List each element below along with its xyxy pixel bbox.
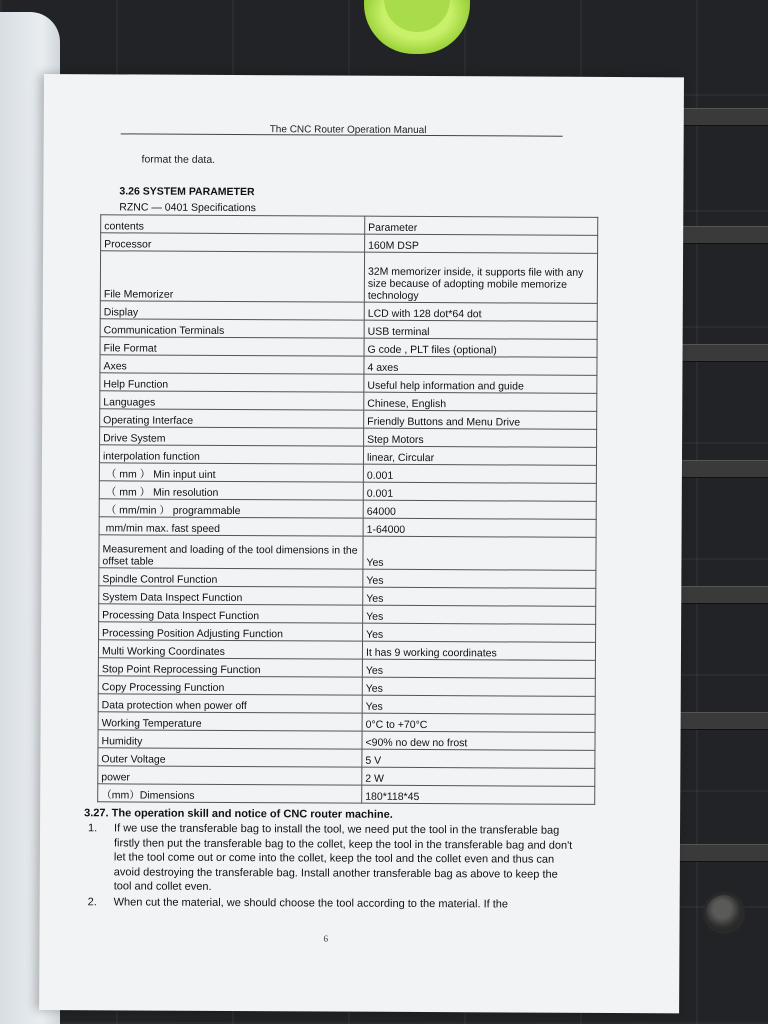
spec-label: Languages (100, 391, 364, 410)
mat-bar (668, 586, 768, 604)
page-number: 6 (323, 933, 329, 944)
table-row (99, 586, 596, 607)
section-subtitle: RZNC — 0401 Specifications (119, 201, 256, 215)
spec-label: interpolation function (99, 445, 363, 464)
manual-page (39, 74, 684, 1013)
spec-label: Measurement and loading of the tool dimensions in the offset table (99, 535, 363, 569)
spec-label: Outer Voltage (98, 748, 362, 767)
list-item-text: When cut the material, we should choose the tool according to the material. If the (113, 895, 509, 910)
spec-table (97, 214, 598, 805)
section-title: 3.26 SYSTEM PARAMETER (119, 185, 255, 199)
spec-value: Yes (362, 695, 595, 714)
spec-label: Axes (100, 355, 364, 374)
mat-bar (668, 344, 768, 362)
spec-value: 64000 (363, 500, 596, 519)
page-header-title: The CNC Router Operation Manual (269, 124, 427, 137)
spec-label: Communication Terminals (100, 319, 364, 338)
list-item-text: If we use the transferable bag to install the tool, we need put the tool in the transferable bag firstly then put the transferable bag to the collet, keep the tool in the transferable bag and don't let the tool come out or come into the collet, keep the tool and the collet even and thus can avoid destroying the transferable bag. Install another transferable bag as above to keep the tool and collet even. (113, 822, 573, 893)
spec-label: （ mm ） Min input uint (99, 463, 363, 482)
table-row (98, 694, 595, 715)
spec-label: Working Temperature (98, 712, 362, 731)
table-row (99, 568, 596, 589)
spec-value: 0.001 (363, 464, 596, 483)
spec-label: Operating Interface (100, 409, 364, 428)
spec-label: Help Function (100, 373, 364, 392)
spec-value: Friendly Buttons and Menu Drive (364, 410, 597, 429)
table-row (99, 445, 596, 466)
spec-value: 0°C to +70°C (362, 713, 595, 732)
table-row (99, 481, 596, 502)
table-row (99, 535, 596, 571)
table-row (98, 712, 595, 733)
spec-value: It has 9 working coordinates (362, 641, 595, 660)
table-row (100, 319, 597, 340)
spec-value: 32M memorizer inside, it supports file with any size because of adopting mobile memorize technology (364, 252, 597, 303)
table-row (98, 676, 595, 697)
spec-label: File Format (100, 337, 364, 356)
spec-value: Yes (363, 587, 596, 606)
spec-value: 1-64000 (363, 518, 596, 537)
spec-value: 180*118*45 (362, 785, 595, 804)
spec-label: Drive System (100, 427, 364, 446)
spec-value: Yes (363, 605, 596, 624)
spec-label: Humidity (98, 730, 362, 749)
spec-label: Spindle Control Function (99, 568, 363, 587)
spec-label: Multi Working Coordinates (98, 640, 362, 659)
spec-label: mm/min max. fast speed (99, 517, 363, 536)
list-item (88, 821, 578, 896)
spec-label: （ mm/min ） programmable (99, 499, 363, 518)
spec-label: power (98, 766, 362, 785)
spec-value: Yes (363, 623, 596, 642)
table-row (98, 640, 595, 661)
list-item-number: 1. (88, 822, 98, 835)
mat-bar (668, 460, 768, 478)
spec-value: Step Motors (364, 428, 597, 447)
spec-value: linear, Circular (363, 446, 596, 465)
spec-label: Processor (101, 233, 365, 252)
list-item (88, 895, 578, 912)
spec-value: Yes (363, 569, 596, 588)
table-row (98, 658, 595, 679)
spec-label: Data protection when power off (98, 694, 362, 713)
table-row (99, 604, 596, 625)
spec-value: LCD with 128 dot*64 dot (364, 302, 597, 321)
table-row (99, 622, 596, 643)
table-row (98, 784, 595, 805)
section2-title: 3.27. The operation skill and notice of CNC router machine. (84, 807, 393, 821)
spec-value: 4 axes (364, 356, 597, 375)
spec-value: Parameter (365, 216, 598, 235)
mat-bar (668, 712, 768, 730)
mat-bar (668, 844, 768, 862)
intro-text: format the data. (141, 153, 216, 166)
spec-value: 5 V (362, 749, 595, 768)
spec-value: 160M DSP (365, 234, 598, 253)
spec-value: Chinese, English (364, 392, 597, 411)
spec-label: （ mm ） Min resolution (99, 481, 363, 500)
spec-label: Copy Processing Function (98, 676, 362, 695)
spec-label: System Data Inspect Function (99, 586, 363, 605)
table-row (100, 409, 597, 430)
header-rule (121, 133, 563, 136)
table-row (100, 251, 597, 304)
spec-value: Yes (362, 659, 595, 678)
spec-value: Useful help information and guide (364, 374, 597, 393)
spec-label: Display (100, 301, 364, 320)
spec-label: Processing Position Adjusting Function (99, 622, 363, 641)
spec-value: <90% no dew no frost (362, 731, 595, 750)
spec-value: 0.001 (363, 482, 596, 501)
table-row (99, 499, 596, 520)
spec-label: Processing Data Inspect Function (99, 604, 363, 623)
spec-label: contents (101, 215, 365, 234)
operation-list (88, 821, 578, 913)
spec-value: Yes (363, 536, 596, 570)
spec-value: USB terminal (364, 320, 597, 339)
spec-value: Yes (362, 677, 595, 696)
spec-value: G code , PLT files (optional) (364, 338, 597, 357)
spec-value: 2 W (362, 767, 595, 786)
spec-label: Stop Point Reprocessing Function (98, 658, 362, 677)
spec-label: File Memorizer (100, 251, 364, 302)
spec-label: （mm）Dimensions (98, 784, 362, 803)
table-row (99, 517, 596, 538)
table-row (99, 463, 596, 484)
bolt-icon (706, 895, 742, 931)
list-item-number: 2. (87, 895, 97, 908)
